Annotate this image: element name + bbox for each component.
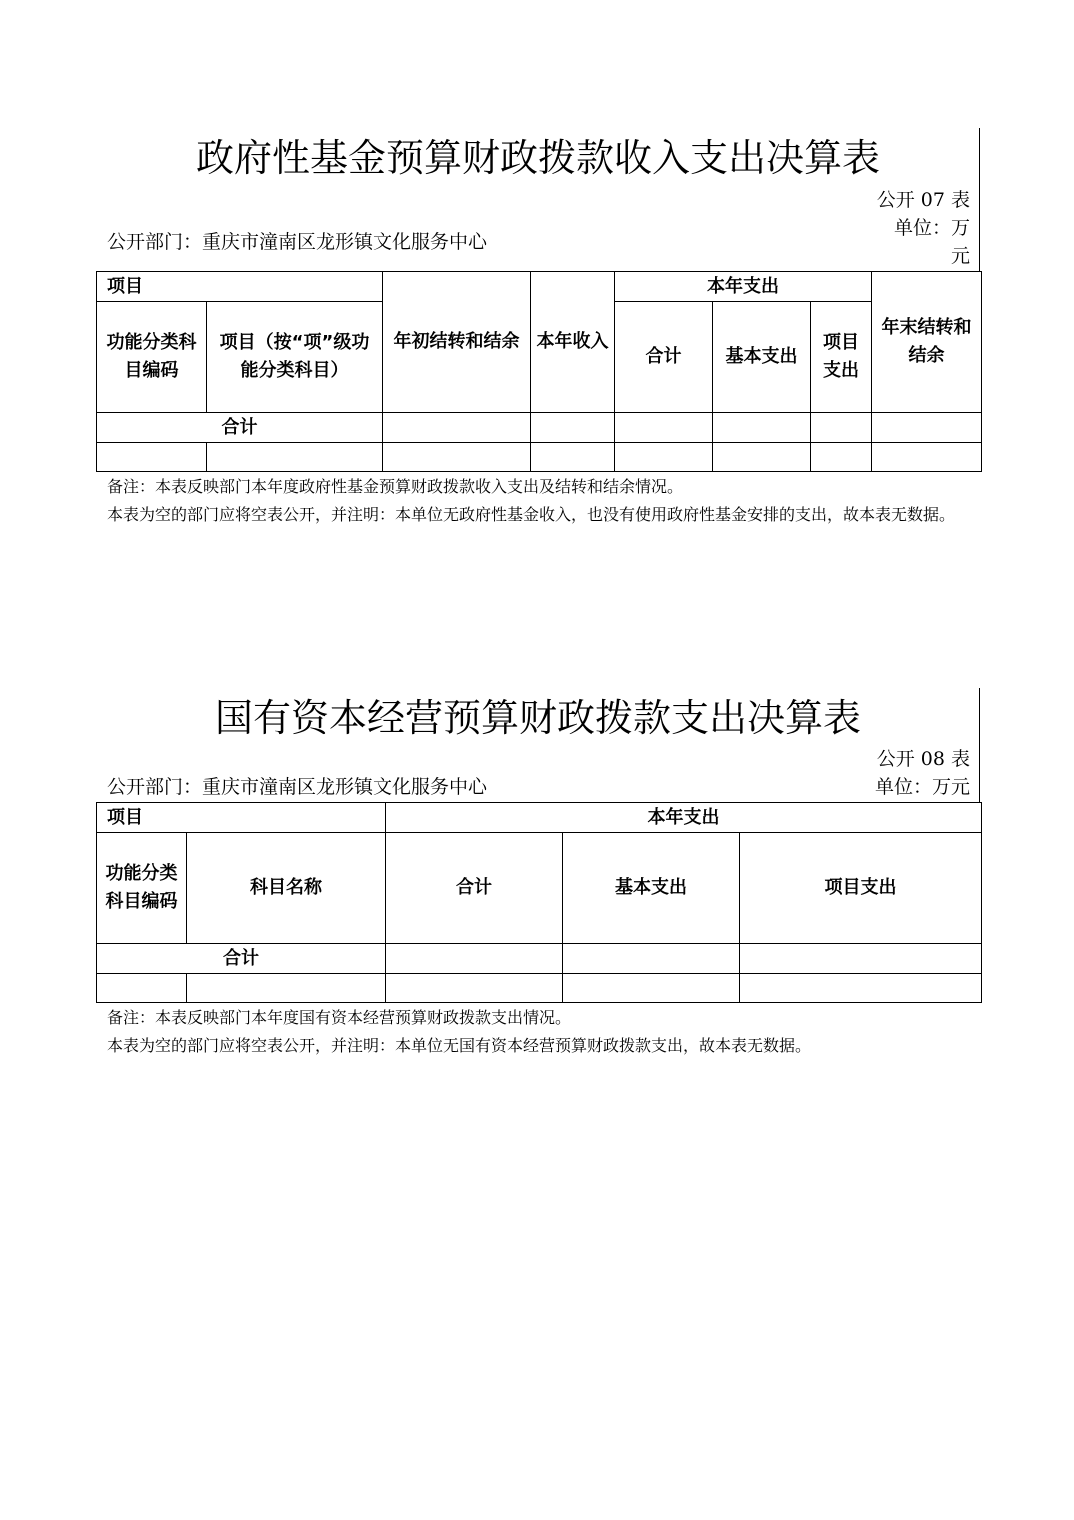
table-cell bbox=[383, 413, 531, 443]
table-cell bbox=[386, 974, 563, 1003]
table08-header-proj: 项目支出 bbox=[740, 833, 982, 944]
table-cell bbox=[872, 413, 982, 443]
table-cell bbox=[187, 974, 386, 1003]
table-cell bbox=[740, 974, 982, 1003]
table07-unit-line2: 元 bbox=[950, 245, 970, 267]
table07-header-carry-end: 年末结转和结余 bbox=[872, 272, 982, 413]
table08-code: 公开 08 表 bbox=[876, 748, 970, 770]
table07-header-func-code: 功能分类科目编码 bbox=[97, 302, 207, 413]
table08-sum-label: 合计 bbox=[97, 944, 386, 974]
table07-note1: 备注：本表反映部门本年度政府性基金预算财政拨款收入支出及结转和结余情况。 bbox=[107, 477, 684, 496]
table07-header-project: 项目 bbox=[97, 272, 383, 302]
table07-code: 公开 07 表 bbox=[876, 189, 970, 211]
table07-header-basic: 基本支出 bbox=[713, 302, 811, 413]
table-cell bbox=[383, 443, 531, 472]
table07-sum-label: 合计 bbox=[97, 413, 383, 443]
table-cell bbox=[740, 944, 982, 974]
table-row bbox=[97, 974, 982, 1003]
table07-unit-line1: 单位：万 bbox=[893, 217, 970, 239]
table-cell bbox=[811, 443, 872, 472]
table-row bbox=[97, 443, 982, 472]
table07-header-income: 本年收入 bbox=[531, 272, 615, 413]
table07 bbox=[96, 271, 982, 472]
table-cell bbox=[97, 974, 187, 1003]
table08-header-subject-name: 科目名称 bbox=[187, 833, 386, 944]
table08-unit: 单位：万元 bbox=[874, 776, 970, 798]
table08-header-expense: 本年支出 bbox=[386, 803, 982, 833]
table07-note2: 本表为空的部门应将空表公开，并注明：本单位无政府性基金收入，也没有使用政府性基金安排的支出，故本表无数据。 bbox=[107, 505, 956, 524]
table-cell bbox=[563, 974, 740, 1003]
table-cell bbox=[97, 443, 207, 472]
table08-header-total: 合计 bbox=[386, 833, 563, 944]
table07-header-carry-begin: 年初结转和结余 bbox=[383, 272, 531, 413]
table-cell bbox=[615, 443, 713, 472]
table07-header-total: 合计 bbox=[615, 302, 713, 413]
table-cell bbox=[531, 443, 615, 472]
table07-dept: 公开部门：重庆市潼南区龙形镇文化服务中心 bbox=[107, 231, 488, 253]
table-cell bbox=[563, 944, 740, 974]
table08-note2: 本表为空的部门应将空表公开，并注明：本单位无国有资本经营预算财政拨款支出，故本表无数据。 bbox=[107, 1036, 812, 1055]
table07-header-item-name: 项目（按“项”级功能分类科目） bbox=[207, 302, 383, 413]
table-cell bbox=[386, 944, 563, 974]
table08-dept: 公开部门：重庆市潼南区龙形镇文化服务中心 bbox=[107, 776, 488, 798]
table07-title: 政府性基金预算财政拨款收入支出决算表 bbox=[195, 136, 880, 180]
table08 bbox=[96, 802, 982, 1003]
table08-header-func-code: 功能分类科目编码 bbox=[97, 833, 187, 944]
table08-header-project: 项目 bbox=[97, 803, 386, 833]
table-cell bbox=[872, 443, 982, 472]
table-cell bbox=[811, 413, 872, 443]
table07-header-expense: 本年支出 bbox=[615, 272, 872, 302]
table-cell bbox=[615, 413, 713, 443]
table-cell bbox=[713, 443, 811, 472]
table08-header-basic: 基本支出 bbox=[563, 833, 740, 944]
table08-title: 国有资本经营预算财政拨款支出决算表 bbox=[214, 696, 861, 740]
table-cell bbox=[207, 443, 383, 472]
table07-header-proj: 项目支出 bbox=[811, 302, 872, 413]
table-cell bbox=[713, 413, 811, 443]
table08-note1: 备注：本表反映部门本年度国有资本经营预算财政拨款支出情况。 bbox=[107, 1008, 572, 1027]
table-cell bbox=[531, 413, 615, 443]
